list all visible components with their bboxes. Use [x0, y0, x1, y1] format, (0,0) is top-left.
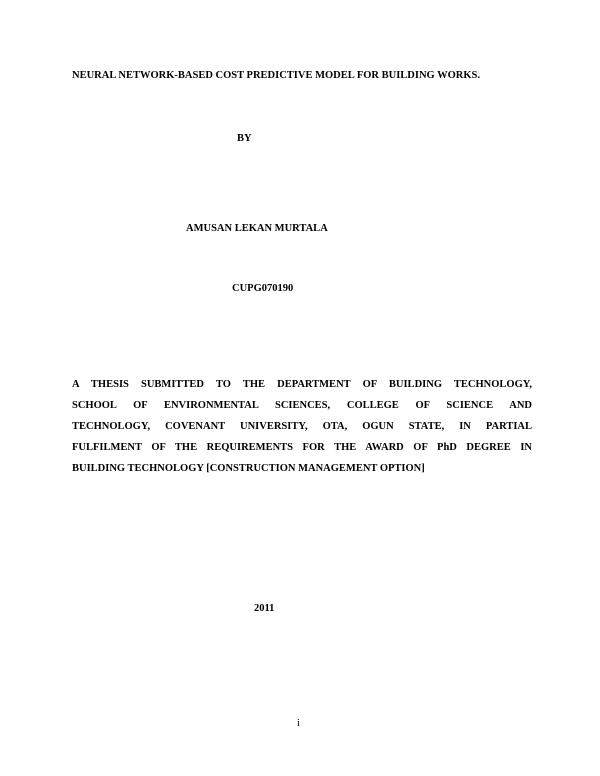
statement-line: BUILDING TECHNOLOGY [CONSTRUCTION MANAGEMENT OPTION]	[72, 463, 425, 474]
thesis-statement	[72, 374, 532, 479]
statement-line: TECHNOLOGY, COVENANT UNIVERSITY, OTA, OGUN STATE, IN PARTIAL	[72, 421, 532, 432]
submission-year: 2011	[254, 603, 275, 614]
statement-line: FULFILMENT OF THE REQUIREMENTS FOR THE AWARD OF PhD DEGREE IN	[72, 442, 532, 453]
author-name: AMUSAN LEKAN MURTALA	[186, 223, 328, 234]
by-label: BY	[237, 133, 252, 144]
statement-line: A THESIS SUBMITTED TO THE DEPARTMENT OF BUILDING TECHNOLOGY,	[72, 379, 532, 390]
matric-number: CUPG070190	[232, 283, 294, 294]
page-number: i	[297, 718, 300, 729]
thesis-title: NEURAL NETWORK-BASED COST PREDICTIVE MODEL FOR BUILDING WORKS.	[72, 70, 481, 81]
statement-line: SCHOOL OF ENVIRONMENTAL SCIENCES, COLLEGE OF SCIENCE AND	[72, 400, 532, 411]
